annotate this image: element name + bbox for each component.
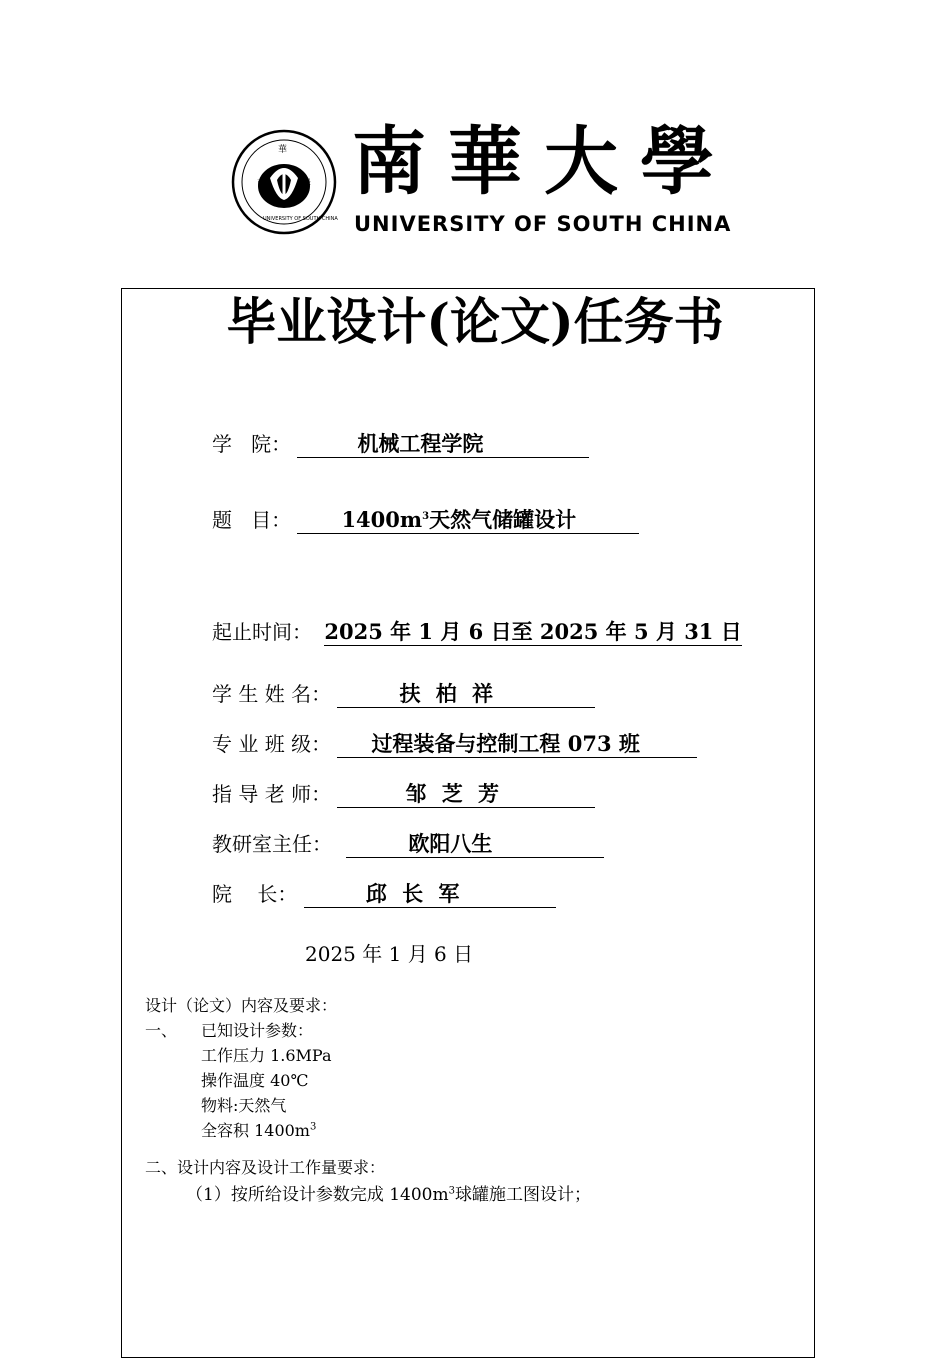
- major-value-text: 过程装备与控制工程 073 班: [371, 731, 640, 756]
- svg-text:UNIVERSITY OF SOUTH CHINA: UNIVERSITY OF SOUTH CHINA: [263, 216, 338, 222]
- major-label: 专 业 班 级：: [212, 732, 332, 756]
- advisor-label: 指 导 老 师：: [212, 782, 332, 806]
- document-title: 毕业设计(论文)任务书: [226, 292, 724, 351]
- svg-text:華: 華: [278, 145, 288, 155]
- topic-value-main: 1400m: [341, 507, 423, 532]
- university-name-chinese: 南華大學: [352, 119, 736, 205]
- college-label: 学 院：: [212, 432, 292, 456]
- field-advisor: [212, 780, 595, 808]
- advisor-value: [337, 781, 595, 808]
- field-college: [212, 430, 589, 458]
- task-item-1-sup: 3: [448, 1185, 455, 1197]
- field-director: [212, 830, 604, 858]
- issue-date: 2025 年 1 月 6 日: [305, 942, 474, 966]
- field-student: [212, 680, 595, 708]
- director-label: 教研室主任：: [212, 832, 332, 856]
- university-seal-logo: [230, 128, 338, 236]
- director-value-text: 欧阳八生: [408, 831, 493, 856]
- field-dean: [212, 880, 556, 908]
- student-label: 学 生 姓 名：: [212, 682, 332, 706]
- student-value-text: 扶 柏 祥: [399, 681, 498, 706]
- param-pressure: 工作压力 1.6MPa: [201, 1046, 332, 1065]
- period-value: 2025 年 1 月 6 日至 2025 年 5 月 31 日: [324, 619, 742, 644]
- section1-number: 一、: [145, 1021, 178, 1040]
- section1-title: 已知设计参数：: [201, 1021, 314, 1040]
- task-item-1-tail: 球罐施工图设计；: [454, 1185, 591, 1205]
- topic-value-sup: 3: [422, 511, 430, 522]
- major-value: [337, 731, 697, 758]
- college-value-text: 机械工程学院: [357, 431, 484, 456]
- dean-value-text: 邱 长 军: [365, 881, 464, 906]
- topic-label: 题 目：: [212, 508, 292, 532]
- dean-label: 院 长：: [212, 882, 298, 906]
- task-item-1-text: （1）按所给设计参数完成 1400m: [186, 1185, 449, 1205]
- topic-value-tail: 天然气储罐设计: [429, 507, 577, 532]
- svg-text:學: 學: [302, 179, 312, 189]
- task-item-1: [186, 1183, 591, 1207]
- field-major: [212, 730, 697, 758]
- field-period: [212, 618, 742, 646]
- advisor-value-text: 邹 芝 芳: [405, 781, 504, 806]
- param-material: 物料:天然气: [201, 1096, 287, 1115]
- content-heading: 设计（论文）内容及要求：: [145, 996, 338, 1015]
- section2-title: 二、设计内容及设计工作量要求：: [145, 1158, 386, 1177]
- svg-text:南: 南: [257, 179, 267, 189]
- param-volume: [201, 1119, 316, 1143]
- field-topic: [212, 506, 639, 534]
- period-label: 起止时间：: [212, 620, 312, 644]
- university-name-english: UNIVERSITY OF SOUTH CHINA: [354, 212, 732, 236]
- param-temperature: 操作温度 40℃: [201, 1071, 309, 1090]
- param-volume-sup: 3: [309, 1121, 317, 1133]
- student-value: [337, 681, 595, 708]
- director-value: [346, 831, 604, 858]
- param-volume-text: 全容积 1400m: [201, 1121, 310, 1140]
- topic-value: [297, 507, 639, 534]
- college-value: [297, 431, 589, 458]
- dean-value: [304, 881, 556, 908]
